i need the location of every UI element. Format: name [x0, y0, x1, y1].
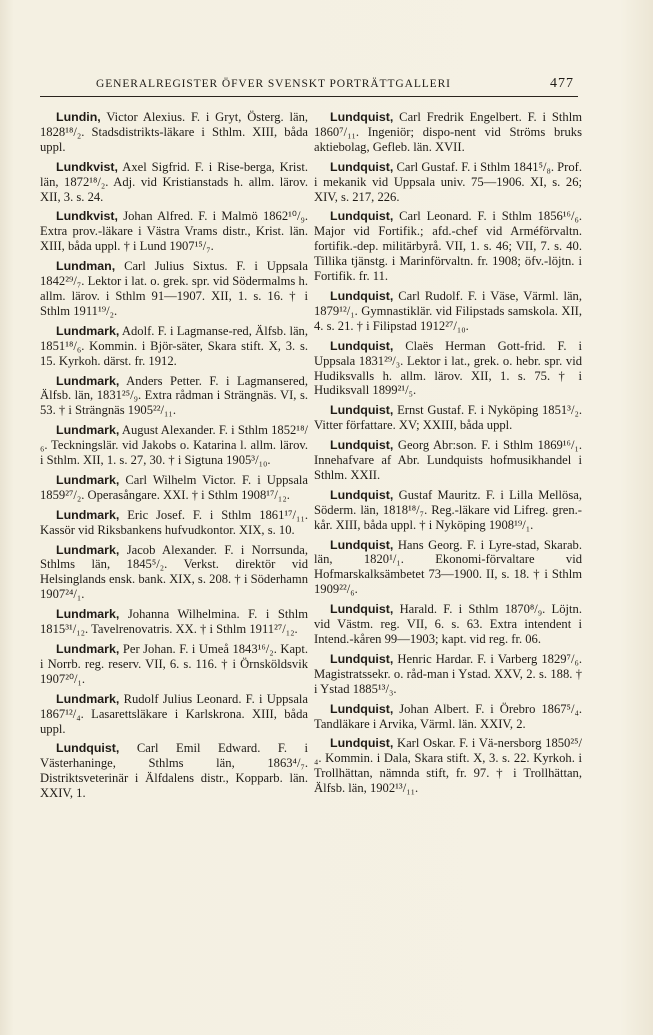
entry-details: Anders Petter. F. i Lagmansered, Älfsb. län, 1831²⁵/₉. Extra rådman i Strängnäs. VI, s. 53. † i Strängnäs 1905²²/₁₁. — [40, 373, 308, 418]
entry-text — [314, 110, 582, 155]
entry-text — [314, 488, 582, 533]
entry-text — [314, 403, 582, 433]
register-entry — [40, 324, 308, 369]
entry-details: Carl Emil Edward. F. i Västerhaninge, Sthlms län, 1863⁴/₇. Distriktsveterinär i Älfdalens distr., Kopparb. län. XXIV, 1. — [40, 741, 308, 801]
register-entry — [314, 736, 582, 796]
register-entry — [314, 702, 582, 732]
entry-details: August Alexander. F. i Sthlm 1852¹⁸/₆. Teckningslär. vid Jakobs o. Katarina l. allm. lärov. i Sthlm. XII, 1. s. 27, 30. † i Sigtuna 1905³/₁₀. — [40, 423, 308, 468]
entry-surname: Lundmark, — [56, 472, 120, 487]
entry-surname: Lundquist, — [330, 736, 394, 751]
entry-surname: Lundquist, — [330, 159, 394, 174]
entry-text — [314, 160, 582, 205]
entry-text — [40, 423, 308, 468]
entry-details: Georg Abr:son. F. i Sthlm 1869¹⁶/₁. Innehafvare af Abr. Lundquists hofmusikhandel i Sthlm. XXII. — [314, 438, 582, 482]
entry-text — [314, 538, 582, 598]
entry-text — [40, 607, 308, 637]
entry-details: Carl Gustaf. F. i Sthlm 1841⁵/₈. Prof. i mekanik vid Uppsala univ. 75—1906. XI, s. 26; XIV, s. 217, 226. — [314, 159, 582, 204]
entry-details: Eric Josef. F. i Sthlm 1861¹⁷/₁₁. Kassör vid Riksbankens hufvudkontor. XIX, s. 10. — [40, 507, 308, 537]
entry-surname: Lundquist, — [330, 701, 394, 716]
entry-surname: Lundkvist, — [56, 159, 118, 174]
entry-details: Johan Alfred. F. i Malmö 1862¹⁰/₉. Extra prov.-läkare i Västra Vrams distr., Krist. län. XIII, båda uppl. † i Lund 1907¹⁵/₇. — [40, 209, 308, 254]
register-entry — [314, 438, 582, 483]
entry-surname: Lundmark, — [56, 423, 120, 438]
page-number: 477 — [550, 76, 574, 91]
entry-text — [314, 438, 582, 483]
entry-surname: Lundquist, — [330, 338, 394, 353]
entry-details: Johan Albert. F. i Örebro 1867⁵/₄. Tandläkare i Arvika, Värml. län. XXIV, 2. — [314, 701, 582, 731]
register-entry — [40, 543, 308, 603]
running-header — [96, 76, 578, 96]
register-entry — [314, 538, 582, 598]
entry-surname: Lundquist, — [330, 651, 394, 666]
entry-text — [40, 110, 308, 155]
entry-surname: Lundquist, — [330, 438, 394, 453]
entry-details: Henric Hardar. F. i Varberg 1829⁷/₆. Magistratssekr. o. råd-man i Ystad. XXV, 2. s. 188. † i Ystad 1885¹³/₃. — [314, 651, 582, 696]
register-entry — [40, 607, 308, 637]
entry-text — [314, 602, 582, 647]
entry-surname: Lundmark, — [56, 507, 120, 522]
entry-surname: Lundquist, — [330, 537, 394, 552]
entry-details: Hans Georg. F. i Lyre-stad, Skarab. län, 1820¹/₁. Ekonomi-förvaltare vid Hofmarskalksämbetet 73—1900. II, s. 18. † i Sthlm 1909²²/₆. — [314, 537, 582, 597]
entry-details: Carl Rudolf. F. i Väse, Värml. län, 1879¹²/₁. Gymnastiklär. vid Filipstads samskola. XII, 4. s. 21. † i Filipstad 1912²⁷/₁₀. — [314, 288, 582, 333]
entry-details: Carl Julius Sixtus. F. i Uppsala 1842²⁹/₇. Lektor i lat. o. grek. spr. vid Södermalms h. allm. lärov. i Sthlm 91—1907. XII, 1. s. 16. † i Sthlm 1911¹⁹/₂. — [40, 259, 308, 318]
entry-surname: Lundmark, — [56, 373, 120, 388]
entry-text — [40, 209, 308, 254]
register-entry — [40, 110, 308, 155]
register-entry — [40, 209, 308, 254]
entry-details: Claës Herman Gott-frid. F. i Uppsala 1831²⁹/₃. Lektor i lat., grek. o. hebr. spr. vid Hudiksvalls h. allm. lärov. XII, 1. s. 75. † i Hudiksvall 1899²¹/₅. — [314, 338, 582, 398]
entry-details: Gustaf Mauritz. F. i Lilla Mellösa, Söderm. län, 1818¹⁸/₇. Reg.-läkare vid Lifreg. gren.-kår. XIII, båda uppl. † i Nyköping 1908¹⁹/₁. — [314, 487, 582, 532]
entry-surname: Lundmark, — [56, 642, 120, 656]
entry-surname: Lundquist, — [330, 403, 394, 418]
entry-text — [40, 741, 308, 801]
register-entry — [314, 602, 582, 647]
entry-details: Per Johan. F. i Umeå 1843¹⁶/₂. Kapt. i Norrb. reg. reserv. VII, 6. s. 116. † i Örnsköldsvik 1907²⁰/₁. — [40, 642, 308, 686]
entry-surname: Lundquist, — [330, 602, 394, 617]
entry-details: Rudolf Julius Leonard. F. i Uppsala 1867¹²/₄. Lasarettsläkare i Karlskrona. XIII, båda uppl. — [40, 691, 308, 736]
entry-text — [40, 473, 308, 503]
register-entry — [314, 339, 582, 399]
register-entry — [314, 209, 582, 284]
entry-text — [314, 339, 582, 399]
entry-text — [40, 374, 308, 419]
entry-details: Victor Alexius. F. i Gryt, Österg. län, 1828¹⁸/₂. Stadsdistrikts-läkare i Sthlm. XIII, båda uppl. — [40, 110, 309, 154]
entry-details: Adolf. F. i Lagmanse-red, Älfsb. län, 1851¹⁸/₆. Kommin. i Björ-säter, Skara stift. X, 3. s. 15. Kyrkoh. därst. fr. 1912. — [40, 323, 308, 368]
entry-details: Carl Leonard. F. i Sthlm 1856¹⁶/₆. Major vid Fortifik.; afd.-chef vid Arméförvaltn. fortifik.-dep. militärbyrå. VII, 1. s. 46; VII, 7. s. 40. Tillika tjänstg. i Marinförvaltn. fr. 1908; öfv.-löjtn. i Fortifik. fr. 11. — [314, 209, 582, 284]
left-column — [40, 110, 308, 806]
header-rule — [40, 96, 578, 97]
entry-details: Jacob Alexander. F. i Norrsunda, Sthlms län, 1845⁵/₂. Verkst. direktör vid Helsinglands ensk. bank. XIX, s. 208. † i Söderhamn 1907²⁴/₁. — [40, 542, 308, 602]
entry-surname: Lundquist, — [56, 741, 120, 756]
right-column — [314, 110, 582, 801]
register-entry — [40, 741, 308, 801]
register-entry — [40, 692, 308, 737]
register-entry — [40, 423, 308, 468]
register-entry — [314, 160, 582, 205]
entry-surname: Lundmark, — [56, 607, 120, 622]
entry-text — [40, 642, 308, 687]
entry-surname: Lundin, — [56, 110, 101, 124]
register-entry — [314, 403, 582, 433]
register-entry — [40, 374, 308, 419]
register-entry — [40, 473, 308, 503]
register-entry — [40, 642, 308, 687]
entry-surname: Lundquist, — [330, 110, 394, 124]
entry-text — [40, 543, 308, 603]
entry-text — [314, 736, 582, 796]
header-title: GENERALREGISTER ÖFVER SVENSKT PORTRÄTTGALLERI — [96, 78, 451, 90]
entry-details: Ernst Gustaf. F. i Nyköping 1851³/₂. Vitter författare. XV; XXIII, båda uppl. — [314, 403, 582, 433]
entry-text — [40, 160, 308, 205]
entry-text — [314, 209, 582, 284]
entry-details: Harald. F. i Sthlm 1870⁸/₉. Löjtn. vid Västm. reg. VII, 6. s. 63. Extra intendent i Intend.-kåren 99—1903; kapt. vid reg. fr. 06. — [314, 602, 582, 646]
entry-surname: Lundquist, — [330, 209, 394, 224]
entry-details: Johanna Wilhelmina. F. i Sthlm 1815³¹/₁₂. Tavelrenovatris. XX. † i Sthlm 1911²⁷/₁₂. — [40, 607, 308, 637]
entry-text — [314, 289, 582, 334]
entry-surname: Lundkvist, — [56, 209, 118, 224]
entry-text — [40, 324, 308, 369]
entry-details: Carl Fredrik Engelbert. F. i Sthlm 1860⁷/₁₁. Ingeniör; dispo-nent vid Ströms bruks aktiebolag, Gefleb. län. XVII. — [314, 110, 582, 154]
register-entry — [314, 289, 582, 334]
entry-text — [314, 702, 582, 732]
entry-surname: Lundquist, — [330, 487, 394, 502]
entry-surname: Lundmark, — [56, 542, 120, 557]
entry-text — [40, 259, 308, 319]
entry-text — [40, 692, 308, 737]
entry-surname: Lundquist, — [330, 288, 394, 303]
entry-surname: Lundman, — [56, 259, 116, 274]
entry-details: Carl Wilhelm Victor. F. i Uppsala 1859²⁷/₂. Operasångare. XXI. † i Sthlm 1908¹⁷/₁₂. — [40, 472, 308, 502]
register-entry — [40, 259, 308, 319]
register-entry — [314, 110, 582, 155]
register-entry — [40, 160, 308, 205]
entry-details: Axel Sigfrid. F. i Rise-berga, Krist. län, 1872¹⁸/₂. Adj. vid Kristianstads h. allm. lärov. XII, 3. s. 24. — [40, 159, 308, 204]
entry-text — [314, 652, 582, 697]
register-entry — [314, 488, 582, 533]
entry-surname: Lundmark, — [56, 691, 120, 706]
register-entry — [314, 652, 582, 697]
register-entry — [40, 508, 308, 538]
entry-text — [40, 508, 308, 538]
entry-surname: Lundmark, — [56, 323, 120, 338]
entry-details: Karl Oskar. F. i Vä-nersborg 1850²⁵/₄. Kommin. i Dala, Skara stift. X, 3. s. 22. Kyrkoh. i Trollhättan, nämnda stift, fr. 97. † i Trollhättan, Älfsb. län, 1902¹³/₁₁. — [314, 736, 582, 796]
